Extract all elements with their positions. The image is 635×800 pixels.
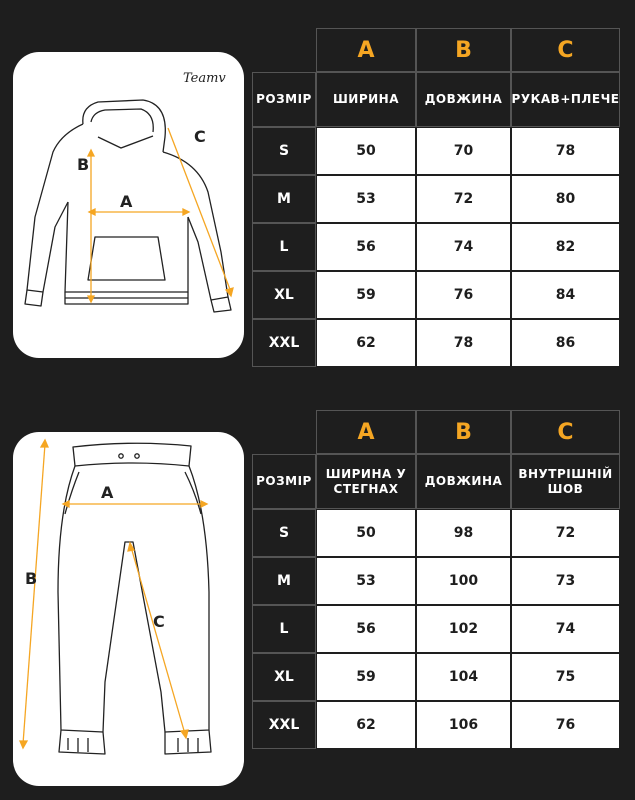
table-row — [252, 175, 620, 223]
pants-marker-c: C — [153, 612, 165, 631]
value-c: 80 — [511, 175, 620, 223]
pants-marker-a: A — [101, 483, 114, 502]
size-label: L — [252, 223, 316, 271]
size-label: S — [252, 509, 316, 557]
column-letter-row — [252, 28, 620, 72]
value-a: 53 — [316, 557, 416, 605]
header-hip-width: ШИРИНА У СТЕГНАХ — [316, 454, 416, 509]
table-row — [252, 271, 620, 319]
value-b: 74 — [416, 223, 511, 271]
value-a: 56 — [316, 605, 416, 653]
header-size: РОЗМІР — [252, 72, 316, 127]
column-letter: C — [511, 410, 620, 454]
header-inseam: ВНУТРІШНІЙ ШОВ — [511, 454, 620, 509]
pants-outline-illustration — [13, 432, 244, 786]
value-a: 59 — [316, 271, 416, 319]
size-label: S — [252, 127, 316, 175]
table-row — [252, 653, 620, 701]
hoodie-marker-c: C — [194, 127, 206, 146]
header-width: ШИРИНА — [316, 72, 416, 127]
size-label: XL — [252, 271, 316, 319]
value-b: 70 — [416, 127, 511, 175]
value-c: 73 — [511, 557, 620, 605]
table-row — [252, 127, 620, 175]
size-label: L — [252, 605, 316, 653]
value-b: 78 — [416, 319, 511, 367]
value-a: 62 — [316, 319, 416, 367]
hoodie-size-table — [252, 28, 620, 367]
hoodie-diagram-card — [13, 52, 244, 358]
value-c: 82 — [511, 223, 620, 271]
value-b: 98 — [416, 509, 511, 557]
value-a: 53 — [316, 175, 416, 223]
value-c: 74 — [511, 605, 620, 653]
size-label: XXL — [252, 319, 316, 367]
value-c: 75 — [511, 653, 620, 701]
column-letter: B — [416, 28, 511, 72]
hoodie-outline-illustration — [13, 52, 244, 358]
hoodie-marker-b: B — [77, 155, 90, 174]
table-header-row — [252, 454, 620, 509]
size-label: M — [252, 557, 316, 605]
value-b: 104 — [416, 653, 511, 701]
table-row — [252, 509, 620, 557]
header-size: РОЗМІР — [252, 454, 316, 509]
table-row — [252, 557, 620, 605]
value-c: 78 — [511, 127, 620, 175]
pants-marker-b: B — [25, 569, 38, 588]
value-a: 62 — [316, 701, 416, 749]
value-b: 72 — [416, 175, 511, 223]
value-b: 102 — [416, 605, 511, 653]
brand-logo: Teamv — [183, 71, 226, 86]
value-a: 50 — [316, 509, 416, 557]
size-label: XL — [252, 653, 316, 701]
corner-cell — [252, 28, 316, 72]
header-length: ДОВЖИНА — [416, 72, 511, 127]
column-letter: A — [316, 28, 416, 72]
table-row — [252, 223, 620, 271]
value-c: 86 — [511, 319, 620, 367]
value-b: 106 — [416, 701, 511, 749]
table-header-row — [252, 72, 620, 127]
size-label: M — [252, 175, 316, 223]
pants-diagram-card — [13, 432, 244, 786]
header-sleeve-shoulder: РУКАВ+ПЛЕЧЕ — [511, 72, 620, 127]
value-b: 100 — [416, 557, 511, 605]
pants-size-table — [252, 410, 620, 749]
value-c: 72 — [511, 509, 620, 557]
value-b: 76 — [416, 271, 511, 319]
value-a: 50 — [316, 127, 416, 175]
column-letter-row — [252, 410, 620, 454]
header-length: ДОВЖИНА — [416, 454, 511, 509]
table-row — [252, 319, 620, 367]
column-letter: B — [416, 410, 511, 454]
value-c: 76 — [511, 701, 620, 749]
column-letter: A — [316, 410, 416, 454]
corner-cell — [252, 410, 316, 454]
value-c: 84 — [511, 271, 620, 319]
table-row — [252, 701, 620, 749]
column-letter: C — [511, 28, 620, 72]
hoodie-marker-a: A — [120, 192, 133, 211]
value-a: 56 — [316, 223, 416, 271]
size-label: XXL — [252, 701, 316, 749]
value-a: 59 — [316, 653, 416, 701]
table-row — [252, 605, 620, 653]
